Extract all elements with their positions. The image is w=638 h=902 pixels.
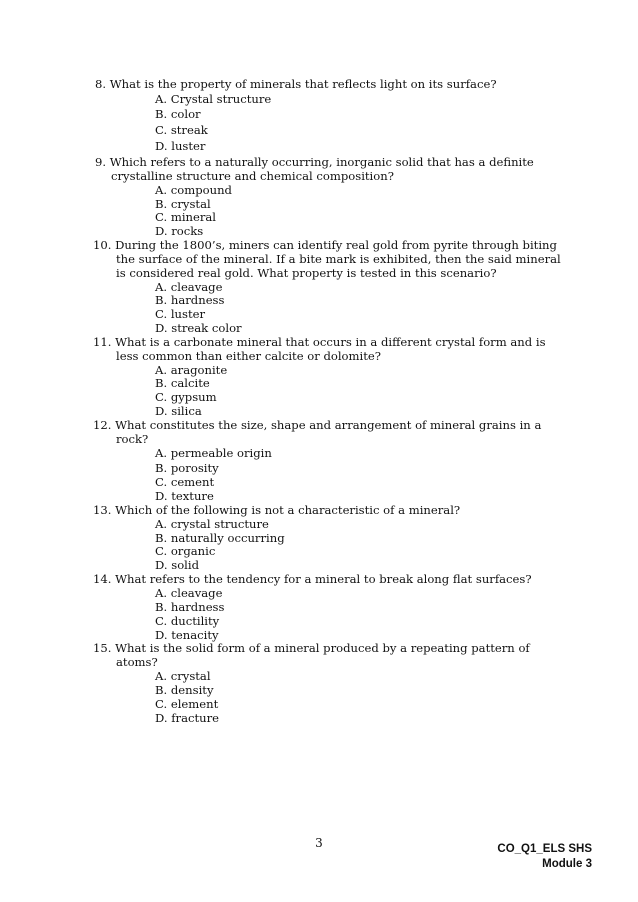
- question-text-cont: crystalline structure and chemical composition?: [111, 169, 394, 183]
- footer-line-1: CO_Q1_ELS SHS: [497, 843, 592, 855]
- option-c: C. organic: [155, 544, 216, 558]
- footer-line-2: Module 3: [542, 858, 592, 870]
- option-a: A. aragonite: [155, 363, 228, 377]
- question-text-cont: rock?: [116, 432, 149, 446]
- option-a: A. compound: [155, 183, 232, 197]
- question-text-cont: the surface of the mineral. If a bite mark is exhibited, then the said mineral: [116, 252, 561, 266]
- question-text: 13. Which of the following is not a characteristic of a mineral?: [93, 503, 461, 517]
- option-a: A. permeable origin: [155, 446, 272, 460]
- option-d: D. tenacity: [155, 628, 219, 642]
- question-text: 15. What is the solid form of a mineral produced by a repeating pattern of: [93, 641, 530, 655]
- option-a: A. Crystal structure: [155, 92, 272, 106]
- option-a: A. crystal structure: [155, 517, 269, 531]
- option-c: C. mineral: [155, 210, 217, 224]
- option-d: D. luster: [155, 139, 206, 153]
- option-d: D. rocks: [155, 224, 204, 238]
- question-text-cont: less common than either calcite or dolomite?: [116, 349, 381, 363]
- option-c: C. cement: [155, 475, 215, 489]
- question-text: 12. What constitutes the size, shape and arrangement of mineral grains in a: [93, 418, 542, 432]
- option-d: D. silica: [155, 404, 202, 418]
- option-a: A. cleavage: [155, 586, 223, 600]
- option-c: C. element: [155, 697, 219, 711]
- option-b: B. crystal: [155, 197, 211, 211]
- option-c: C. ductility: [155, 614, 220, 628]
- question-text: 9. Which refers to a naturally occurring, inorganic solid that has a definite: [95, 155, 534, 169]
- option-b: B. density: [155, 683, 214, 697]
- option-b: B. naturally occurring: [155, 531, 285, 545]
- option-b: B. calcite: [155, 376, 210, 390]
- option-b: B. color: [155, 107, 201, 121]
- question-text-cont: atoms?: [116, 655, 158, 669]
- page-number: 3: [315, 836, 323, 850]
- option-a: A. crystal: [155, 669, 211, 683]
- option-c: C. luster: [155, 307, 206, 321]
- option-c: C. streak: [155, 123, 208, 137]
- option-a: A. cleavage: [155, 280, 223, 294]
- option-b: B. hardness: [155, 293, 225, 307]
- question-text: 11. What is a carbonate mineral that occurs in a different crystal form and is: [93, 335, 546, 349]
- question-text: 10. During the 1800’s, miners can identify real gold from pyrite through biting: [93, 238, 557, 252]
- question-text: 8. What is the property of minerals that reflects light on its surface?: [95, 77, 497, 91]
- option-d: D. solid: [155, 558, 200, 572]
- option-b: B. porosity: [155, 461, 219, 475]
- footer-code: [497, 842, 592, 872]
- question-text: 14. What refers to the tendency for a mineral to break along flat surfaces?: [93, 572, 532, 586]
- option-c: C. gypsum: [155, 390, 217, 404]
- option-d: D. streak color: [155, 321, 242, 335]
- option-b: B. hardness: [155, 600, 225, 614]
- option-d: D. texture: [155, 489, 214, 503]
- option-d: D. fracture: [155, 711, 220, 725]
- question-text-cont: is considered real gold. What property is tested in this scenario?: [116, 266, 497, 280]
